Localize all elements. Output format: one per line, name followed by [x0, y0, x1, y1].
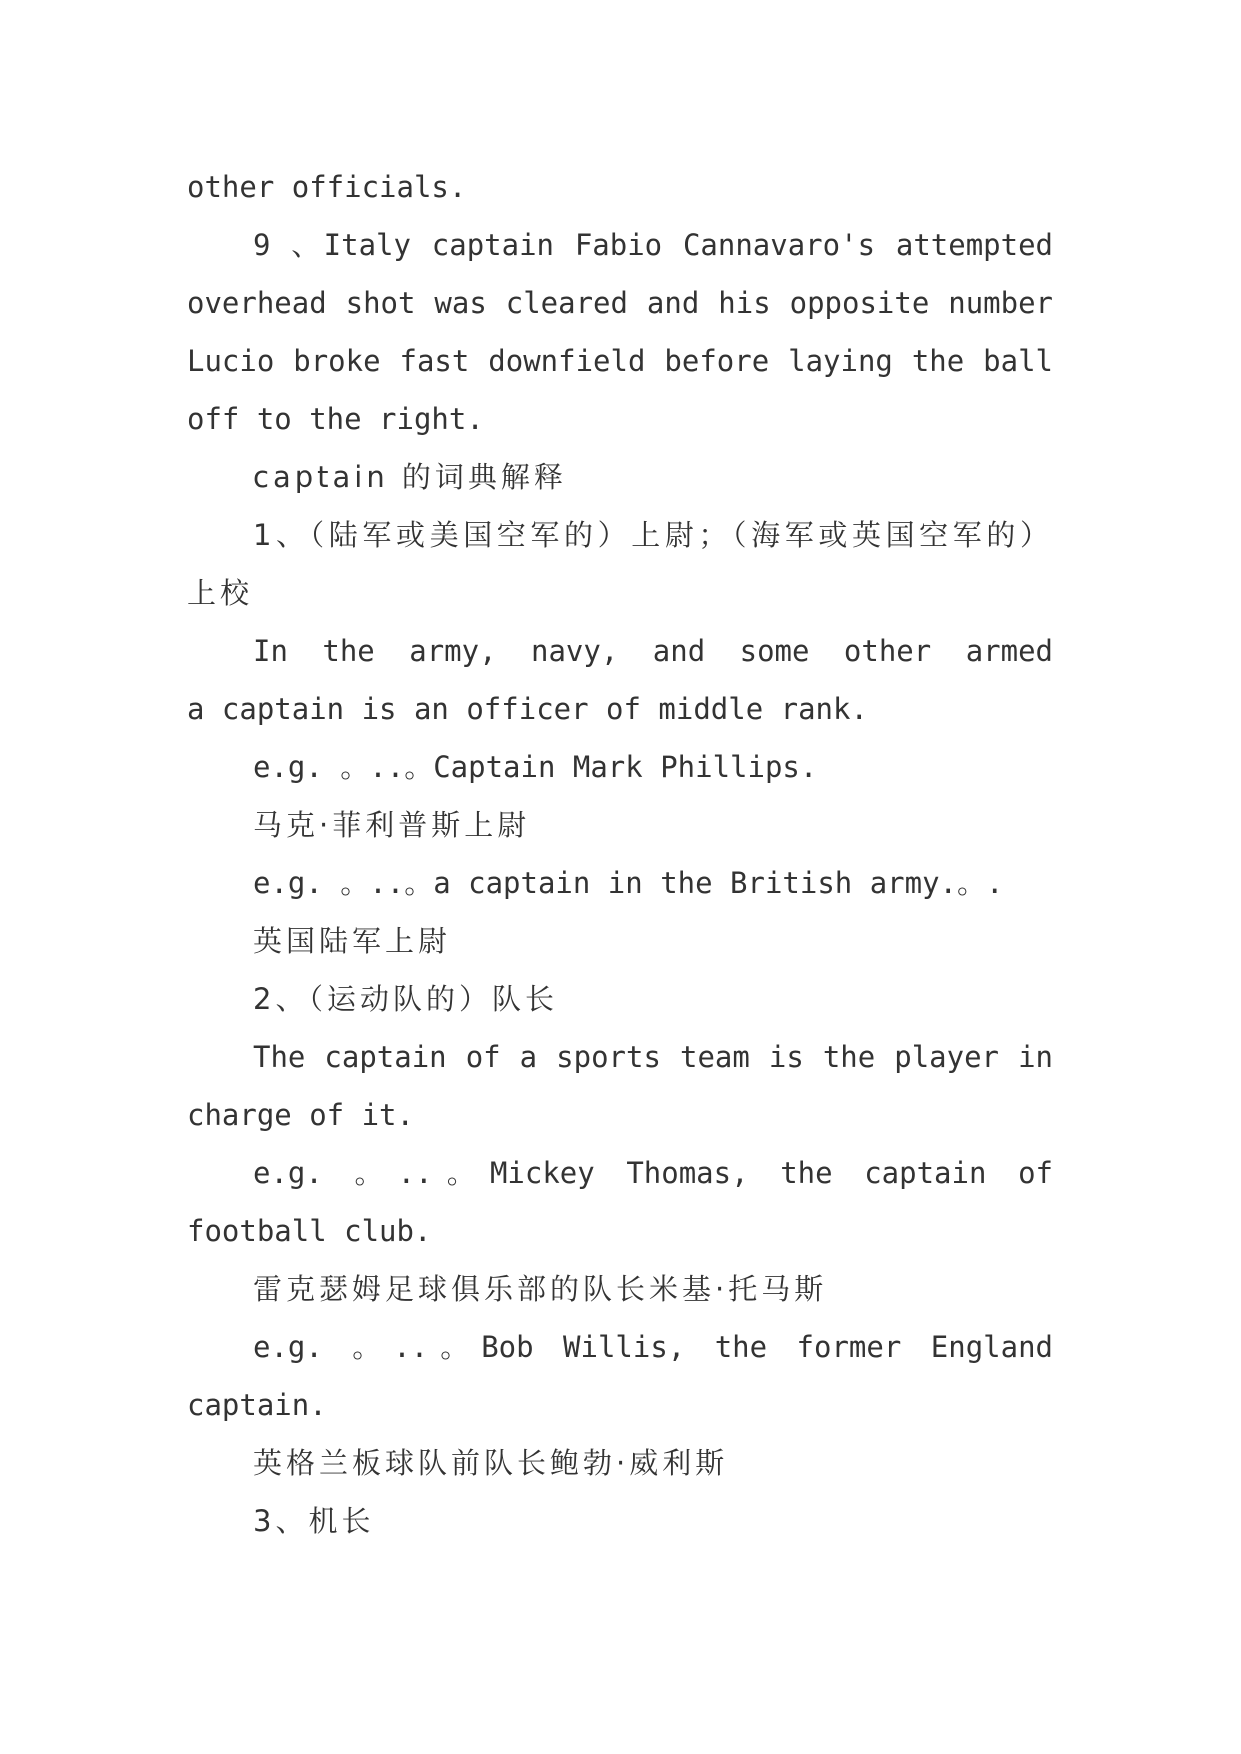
example-sentence: e.g. 。..。Captain Mark Phillips.	[253, 750, 818, 784]
example-translation: 英格兰板球队前队长鲍勃·威利斯	[253, 1446, 729, 1480]
text-line: Lucio broke fast downfield before laying the ball	[187, 344, 1053, 378]
text-line: other officials.	[187, 170, 467, 204]
definition-heading-continued: 上校	[187, 576, 254, 610]
text-line: The captain of a sports team is the player in	[253, 1040, 1053, 1074]
example-sentence: e.g. 。..。a captain in the British army.。.	[253, 866, 1004, 900]
example-translation: 马克·菲利普斯上尉	[253, 808, 531, 842]
example-sentence: e.g. 。..。Bob Willis, the former England	[253, 1330, 1053, 1364]
example-sentence: e.g. 。..。Mickey Thomas, the captain of	[253, 1156, 1053, 1190]
example-translation: 英国陆军上尉	[253, 924, 452, 958]
text-line: off to the right.	[187, 402, 484, 436]
example-translation: 雷克瑟姆足球俱乐部的队长米基·托马斯	[253, 1272, 828, 1306]
example-sentence-continued: captain.	[187, 1388, 327, 1422]
section-heading: captain 的词典解释	[253, 460, 567, 494]
text-line: In the army, navy, and some other armed	[253, 634, 1053, 668]
text-line: 9 、Italy captain Fabio Cannavaro's attempted	[253, 228, 1053, 262]
definition-heading: 1、（陆军或美国空军的）上尉；（海军或英国空军的）	[253, 518, 1053, 552]
text-line: a captain is an officer of middle rank.	[187, 692, 868, 726]
example-sentence-continued: football club.	[187, 1214, 432, 1248]
definition-heading: 3、机长	[253, 1504, 375, 1538]
text-line: overhead shot was cleared and his opposite number	[187, 286, 1053, 320]
text-line: charge of it.	[187, 1098, 414, 1132]
definition-heading: 2、（运动队的）队长	[253, 982, 558, 1016]
